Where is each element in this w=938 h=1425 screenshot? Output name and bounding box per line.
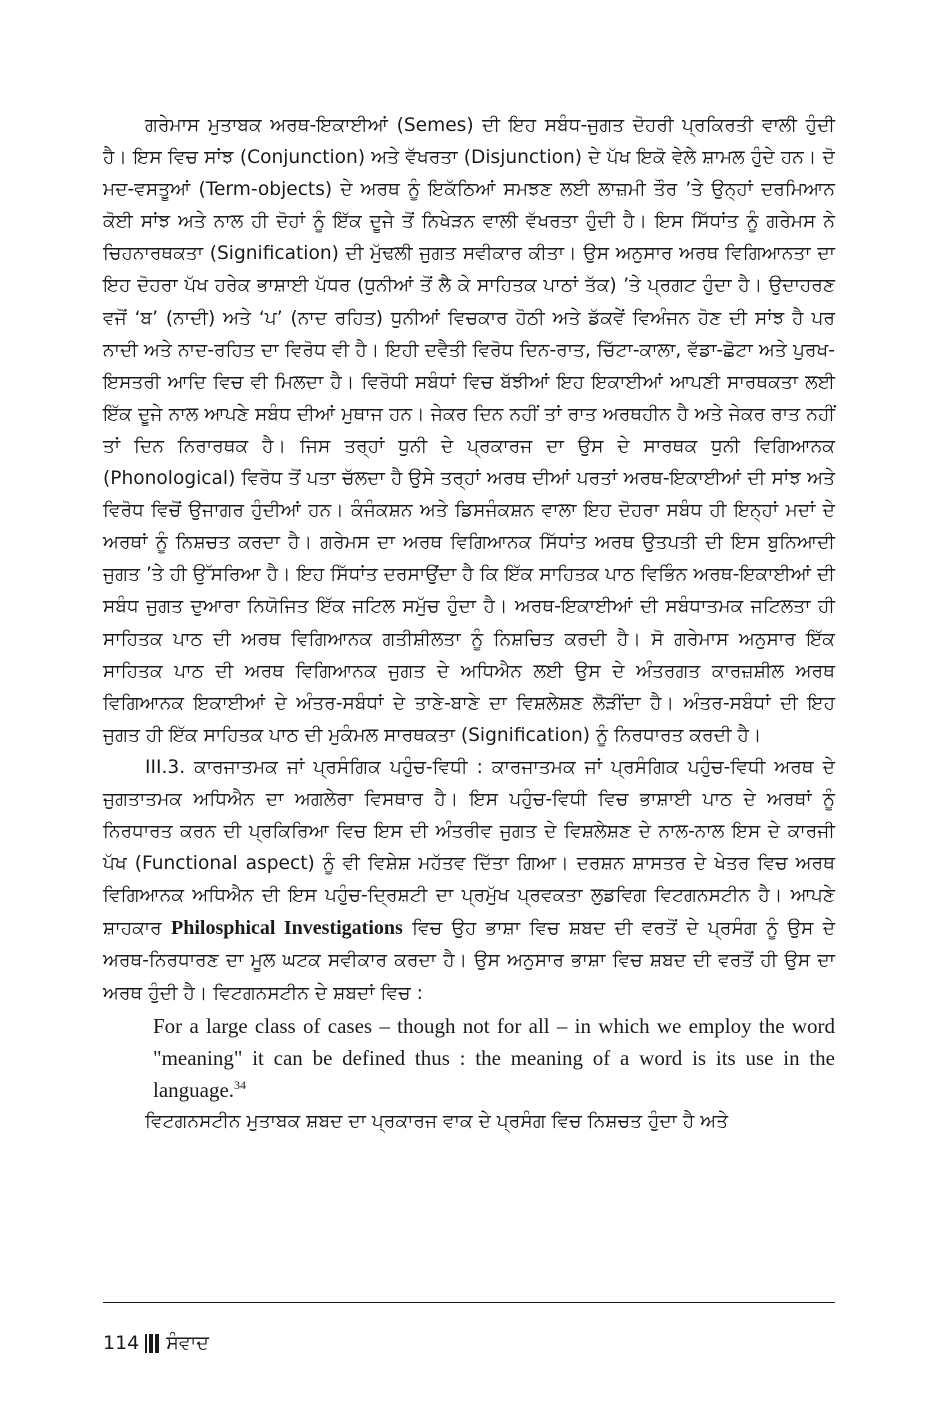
wittgenstein-quote [153, 1010, 835, 1106]
journal-name: ਸੰਵਾਦ [166, 1332, 209, 1354]
footer-divider [103, 1302, 835, 1303]
page-number: 114 [103, 1332, 140, 1354]
book-title-bold: Philosphical Investigations [170, 917, 403, 940]
page-body [103, 110, 835, 1138]
page-footer [103, 1328, 209, 1358]
paragraph-1-text: ਗਰੇਮਾਸ ਮੁਤਾਬਕ ਅਰਥ-ਇਕਾਈਆਂ (Semes) ਦੀ ਇਹ ਸਬੰਧ-ਜੁਗਤ ਦੋਹਰੀ ਪ੍ਰਕਿਰਤੀ ਵਾਲੀ ਹੁੰਦੀ ਹੈ। ਇਸ ਵਿਚ ਸਾਂਝ (Conjunction) ਅਤੇ ਵੱਖਰਤਾ (Disjunction) ਦੇ ਪੱਖ ਇਕੋ ਵੇਲੇ ਸ਼ਾਮਲ ਹੁੰਦੇ ਹਨ। ਦੋ ਮਦ-ਵਸਤੂਆਂ (Term-objects) ਦੇ ਅਰਥ ਨੂੰ ਇਕੱਠਿਆਂ ਸਮਝਣ ਲਈ ਲਾਜ਼ਮੀ ਤੌਰ ’ਤੇ ਉਨ੍ਹਾਂ ਦਰਮਿਆਨ ਕੋਈ ਸਾਂਝ ਅਤੇ ਨਾਲ ਹੀ ਦੋਹਾਂ ਨੂੰ ਇੱਕ ਦੂਜੇ ਤੋਂ ਨਿਖੇੜਨ ਵਾਲੀ ਵੱਖਰਤਾ ਹੁੰਦੀ ਹੈ। ਇਸ ਸਿੱਧਾਂਤ ਨੂੰ ਗਰੇਮਸ ਨੇ ਚਿਹਨਾਰਥਕਤਾ (Signification) ਦੀ ਮੁੱਢਲੀ ਜੁਗਤ ਸਵੀਕਾਰ ਕੀਤਾ। ਉਸ ਅਨੁਸਾਰ ਅਰਥ ਵਿਗਿਆਨਤਾ ਦਾ ਇਹ ਦੋਹਰਾ ਪੱਖ ਹਰੇਕ ਭਾਸ਼ਾਈ ਪੱਧਰ (ਧੁਨੀਆਂ ਤੋਂ ਲੈ ਕੇ ਸਾਹਿਤਕ ਪਾਠਾਂ ਤੱਕ) ’ਤੇ ਪ੍ਰਗਟ ਹੁੰਦਾ ਹੈ। ਉਦਾਹਰਣ ਵਜੋਂ ‘ਬ’ (ਨਾਦੀ) ਅਤੇ ‘ਪ’ (ਨਾਦ ਰਹਿਤ) ਧੁਨੀਆਂ ਵਿਚਕਾਰ ਹੋਠੀ ਅਤੇ ਡੱਕਵੇਂ ਵਿਅੰਜਨ ਹੋਣ ਦੀ ਸਾਂਝ ਹੈ ਪਰ ਨਾਦੀ ਅਤੇ ਨਾਦ-ਰਹਿਤ ਦਾ ਵਿਰੋਧ ਵੀ ਹੈ। ਇਹੀ ਦਵੈਤੀ ਵਿਰੋਧ ਦਿਨ-ਰਾਤ, ਚਿੱਟਾ-ਕਾਲਾ, ਵੱਡਾ-ਛੋਟਾ ਅਤੇ ਪੁਰਖ-ਇਸਤਰੀ ਆਦਿ ਵਿਚ ਵੀ ਮਿਲਦਾ ਹੈ। ਵਿਰੋਧੀ ਸਬੰਧਾਂ ਵਿਚ ਬੱਝੀਆਂ ਇਹ ਇਕਾਈਆਂ ਆਪਣੀ ਸਾਰਥਕਤਾ ਲਈ ਇੱਕ ਦੂਜੇ ਨਾਲ ਆਪਣੇ ਸਬੰਧ ਦੀਆਂ ਮੁਥਾਜ ਹਨ। ਜੇਕਰ ਦਿਨ ਨਹੀਂ ਤਾਂ ਰਾਤ ਅਰਥਹੀਨ ਹੈ ਅਤੇ ਜੇਕਰ ਰਾਤ ਨਹੀਂ ਤਾਂ ਦਿਨ ਨਿਰਾਰਥਕ ਹੈ। ਜਿਸ ਤਰ੍ਹਾਂ ਧੁਨੀ ਦੇ ਪ੍ਰਕਾਰਜ ਦਾ ਉਸ ਦੇ ਸਾਰਥਕ ਧੁਨੀ ਵਿਗਿਆਨਕ (Phonological) ਵਿਰੋਧ ਤੋਂ ਪਤਾ ਚੱਲਦਾ ਹੈ ਉਸੇ ਤਰ੍ਹਾਂ ਅਰਥ ਦੀਆਂ ਪਰਤਾਂ ਅਰਥ-ਇਕਾਈਆਂ ਦੀ ਸਾਂਝ ਅਤੇ ਵਿਰੋਧ ਵਿਚੋਂ ਉਜਾਗਰ ਹੁੰਦੀਆਂ ਹਨ। ਕੰਜੰਕਸ਼ਨ ਅਤੇ ਡਿਸਜੰਕਸ਼ਨ ਵਾਲਾ ਇਹ ਦੋਹਰਾ ਸਬੰਧ ਹੀ ਇਨ੍ਹਾਂ ਮਦਾਂ ਦੇ ਅਰਥਾਂ ਨੂੰ ਨਿਸ਼ਚਤ ਕਰਦਾ ਹੈ। ਗਰੇਮਸ ਦਾ ਅਰਥ ਵਿਗਿਆਨਕ ਸਿੱਧਾਂਤ ਅਰਥ ਉਤਪਤੀ ਦੀ ਇਸ ਬੁਨਿਆਦੀ ਜੁਗਤ ’ਤੇ ਹੀ ਉੱਸਰਿਆ ਹੈ। ਇਹ ਸਿੱਧਾਂਤ ਦਰਸਾਉਂਦਾ ਹੈ ਕਿ ਇੱਕ ਸਾਹਿਤਕ ਪਾਠ ਵਿਭਿੰਨ ਅਰਥ-ਇਕਾਈਆਂ ਦੀ ਸਬੰਧ ਜੁਗਤ ਦੁਆਰਾ ਨਿਯੋਜਿਤ ਇੱਕ ਜਟਿਲ ਸਮੁੱਚ ਹੁੰਦਾ ਹੈ। ਅਰਥ-ਇਕਾਈਆਂ ਦੀ ਸਬੰਧਾਤਮਕ ਜਟਿਲਤਾ ਹੀ ਸਾਹਿਤਕ ਪਾਠ ਦੀ ਅਰਥ ਵਿਗਿਆਨਕ ਗਤੀਸ਼ੀਲਤਾ ਨੂੰ ਨਿਸ਼ਚਿਤ ਕਰਦੀ ਹੈ। ਸੋ ਗਰੇਮਾਸ ਅਨੁਸਾਰ ਇੱਕ ਸਾਹਿਤਕ ਪਾਠ ਦੀ ਅਰਥ ਵਿਗਿਆਨਕ ਜੁਗਤ ਦੇ ਅਧਿਐਨ ਲਈ ਉਸ ਦੇ ਅੰਤਰਗਤ ਕਾਰਜ਼ਸ਼ੀਲ ਅਰਥ ਵਿਗਿਆਨਕ ਇਕਾਈਆਂ ਦੇ ਅੰਤਰ-ਸਬੰਧਾਂ ਦੇ ਤਾਣੇ-ਬਾਣੇ ਦਾ ਵਿਸ਼ਲੇਸ਼ਣ ਲੋੜੀਂਦਾ ਹੈ। ਅੰਤਰ-ਸਬੰਧਾਂ ਦੀ ਇਹ ਜੁਗਤ ਹੀ ਇੱਕ ਸਾਹਿਤਕ ਪਾਠ ਦੀ ਮੁਕੰਮਲ ਸਾਰਥਕਤਾ (Signification) ਨੂੰ ਨਿਰਧਾਰਤ ਕਰਦੀ ਹੈ। [103, 115, 835, 746]
paragraph-greimas-semes [103, 110, 835, 752]
paragraph-3-text: ਵਿਟਗਨਸਟੀਨ ਮੁਤਾਬਕ ਸ਼ਬਦ ਦਾ ਪ੍ਰਕਾਰਜ ਵਾਕ ਦੇ ਪ੍ਰਸੰਗ ਵਿਚ ਨਿਸ਼ਚਤ ਹੁੰਦਾ ਹੈ ਅਤੇ [145, 1110, 729, 1132]
footnote-marker: 34 [234, 1077, 247, 1092]
paragraph-2-text-after: ਵਿਚ ਉਹ ਭਾਸ਼ਾ ਵਿਚ ਸ਼ਬਦ ਦੀ ਵਰਤੋਂ ਦੇ ਪ੍ਰਸੰਗ ਨੂੰ ਉਸ ਦੇ ਅਰਥ-ਨਿਰਧਾਰਣ ਦਾ ਮੂਲ ਘਟਕ ਸਵੀਕਾਰ ਕਰਦਾ ਹੈ। ਉਸ ਅਨੁਸਾਰ ਭਾਸ਼ਾ ਵਿਚ ਸ਼ਬਦ ਦੀ ਵਰਤੋਂ ਹੀ ਉਸ ਦਾ ਅਰਥ ਹੁੰਦੀ ਹੈ। ਵਿਟਗਨਸਟੀਨ ਦੇ ਸ਼ਬਦਾਂ ਵਿਚ : [103, 918, 835, 1004]
paragraph-functional-approach [103, 752, 835, 1010]
bars-ornament-icon [145, 1334, 161, 1353]
paragraph-wittgenstein-function [103, 1106, 835, 1138]
quote-text: For a large class of cases – though not for all – in which we employ the word "meaning" it can be defined thus : the meaning of a word is its use in the language. [153, 1013, 835, 1102]
paragraph-2-text-before: III.3. ਕਾਰਜਾਤਮਕ ਜਾਂ ਪ੍ਰਸੰਗਿਕ ਪਹੁੰਚ-ਵਿਧੀ : ਕਾਰਜਾਤਮਕ ਜਾਂ ਪ੍ਰਸੰਗਿਕ ਪਹੁੰਚ-ਵਿਧੀ ਅਰਥ ਦੇ ਜੁਗਤਾਤਮਕ ਅਧਿਐਨ ਦਾ ਅਗਲੇਰਾ ਵਿਸਥਾਰ ਹੈ। ਇਸ ਪਹੁੰਚ-ਵਿਧੀ ਵਿਚ ਭਾਸ਼ਾਈ ਪਾਠ ਦੇ ਅਰਥਾਂ ਨੂੰ ਨਿਰਧਾਰਤ ਕਰਨ ਦੀ ਪ੍ਰਕਿਰਿਆ ਵਿਚ ਇਸ ਦੀ ਅੰਤਰੀਵ ਜੁਗਤ ਦੇ ਵਿਸ਼ਲੇਸ਼ਣ ਦੇ ਨਾਲ-ਨਾਲ ਇਸ ਦੇ ਕਾਰਜੀ ਪੱਖ (Functional aspect) ਨੂੰ ਵੀ ਵਿਸ਼ੇਸ਼ ਮਹੱਤਵ ਦਿੱਤਾ ਗਿਆ। ਦਰਸ਼ਨ ਸ਼ਾਸਤਰ ਦੇ ਖੇਤਰ ਵਿਚ ਅਰਥ ਵਿਗਿਆਨਕ ਅਧਿਐਨ ਦੀ ਇਸ ਪਹੁੰਚ-ਦ੍ਰਿਸ਼ਟੀ ਦਾ ਪ੍ਰਮੁੱਖ ਪ੍ਰਵਕਤਾ ਲੁਡਵਿਗ ਵਿਟਗਨਸਟੀਨ ਹੈ। ਆਪਣੇ ਸ਼ਾਹਕਾਰ [103, 756, 835, 940]
